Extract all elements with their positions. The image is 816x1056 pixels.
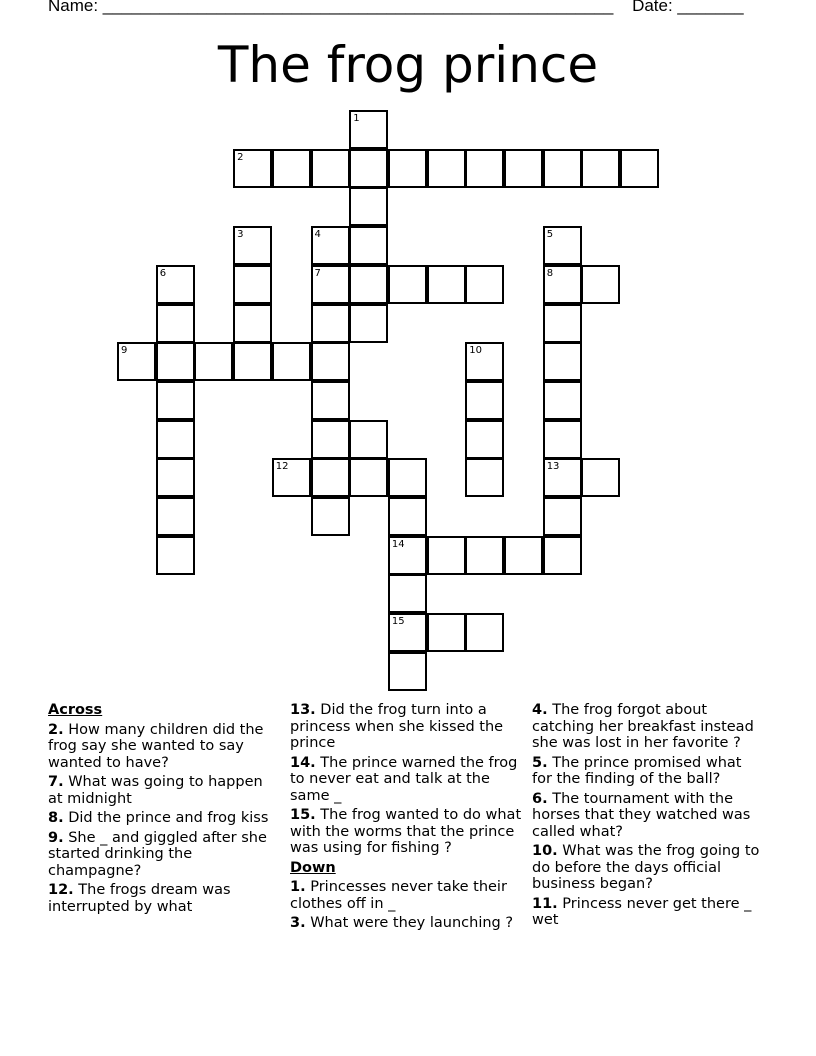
clue-down-1 xyxy=(290,879,522,912)
clue-number: 7. xyxy=(48,774,64,790)
grid-cell[interactable] xyxy=(465,420,504,459)
clue-text: Princess never get there _ wet xyxy=(532,895,752,928)
grid-cell[interactable] xyxy=(156,497,195,536)
grid-cell[interactable] xyxy=(427,613,466,652)
down-heading: Down xyxy=(290,859,336,876)
clue-down-4 xyxy=(532,702,764,752)
clue-number-label: 7 xyxy=(314,267,321,279)
clue-text: The frog forgot about catching her breakfast instead she was lost in her favorite ? xyxy=(532,702,754,751)
across-heading: Across xyxy=(48,702,103,718)
grid-cell[interactable] xyxy=(349,187,388,226)
grid-cell[interactable] xyxy=(465,342,504,381)
grid-cell[interactable] xyxy=(311,342,350,381)
grid-cell[interactable] xyxy=(465,458,504,497)
grid-cell[interactable] xyxy=(156,304,195,343)
clue-number-label: 1 xyxy=(353,113,360,124)
grid-cell[interactable] xyxy=(311,149,350,188)
grid-cell[interactable] xyxy=(156,458,195,497)
grid-cell[interactable] xyxy=(233,265,272,304)
grid-cell[interactable] xyxy=(388,613,427,652)
clue-number-label: 13 xyxy=(546,461,560,473)
grid-cell[interactable] xyxy=(427,536,466,575)
grid-cell[interactable] xyxy=(543,536,582,575)
grid-cell[interactable] xyxy=(349,304,388,343)
clue-across-14 xyxy=(290,755,522,805)
grid-cell[interactable] xyxy=(156,342,195,381)
clue-down-10 xyxy=(532,843,764,893)
clue-column-2 xyxy=(290,702,522,935)
grid-cell[interactable] xyxy=(233,342,272,381)
clue-number: 12. xyxy=(48,882,74,898)
clue-number: 14. xyxy=(290,754,316,771)
clue-number-label: 14 xyxy=(391,538,405,550)
grid-cell[interactable] xyxy=(311,458,350,497)
grid-cell[interactable] xyxy=(543,226,582,265)
clue-number: 10. xyxy=(532,843,558,859)
clue-number: 9. xyxy=(48,829,64,846)
grid-cell[interactable] xyxy=(543,420,582,459)
clue-across-9 xyxy=(48,830,280,880)
clue-number: 6. xyxy=(532,790,548,807)
grid-cell[interactable] xyxy=(388,536,427,575)
grid-cell[interactable] xyxy=(349,265,388,304)
clue-number: 11. xyxy=(532,895,558,912)
clue-number-label: 8 xyxy=(546,267,554,279)
grid-cell[interactable] xyxy=(233,149,272,188)
grid-cell[interactable] xyxy=(272,149,311,188)
grid-cell[interactable] xyxy=(349,226,388,265)
grid-cell[interactable] xyxy=(543,381,582,420)
clue-text: The frogs dream was interrupted by what xyxy=(48,882,231,915)
clue-number-label: 6 xyxy=(159,267,167,279)
clue-text: What were they launching ? xyxy=(310,915,514,931)
grid-cell[interactable] xyxy=(156,381,195,420)
clue-text: The prince warned the frog to never eat and talk at the same _ xyxy=(290,754,518,804)
clue-text: The tournament with the horses that they watched was called what? xyxy=(532,790,751,840)
clue-number-label: 9 xyxy=(121,345,128,357)
grid-cell[interactable] xyxy=(311,226,350,265)
grid-cell[interactable] xyxy=(311,420,350,459)
clue-column-3 xyxy=(532,702,764,932)
grid-cell[interactable] xyxy=(349,149,388,188)
clue-number-label: 2 xyxy=(237,151,244,163)
clue-number: 8. xyxy=(48,810,64,826)
clue-number-label: 10 xyxy=(469,345,483,357)
grid-cell[interactable] xyxy=(581,265,620,304)
clue-text: What was the frog going to do before the days official business began? xyxy=(532,843,760,892)
grid-cell[interactable] xyxy=(349,420,388,459)
grid-cell[interactable] xyxy=(311,304,350,343)
grid-cell[interactable] xyxy=(117,342,156,381)
clue-text: What was going to happen at midnight xyxy=(48,774,263,807)
clue-column-1 xyxy=(48,702,280,918)
grid-cell[interactable] xyxy=(388,574,427,613)
grid-cell[interactable] xyxy=(581,149,620,188)
clue-text: She _ and giggled after she started drinking the champagne? xyxy=(48,829,267,879)
grid-cell[interactable] xyxy=(543,265,582,304)
clue-across-12 xyxy=(48,882,280,915)
clue-text: Did the prince and frog kiss xyxy=(68,810,269,826)
clue-number: 15. xyxy=(290,807,316,823)
clue-number-label: 3 xyxy=(237,229,244,241)
grid-cell[interactable] xyxy=(543,497,582,536)
grid-cell[interactable] xyxy=(272,342,311,381)
grid-cell[interactable] xyxy=(311,265,350,304)
grid-cell[interactable] xyxy=(349,110,388,149)
grid-cell[interactable] xyxy=(156,265,195,304)
grid-cell[interactable] xyxy=(388,149,427,188)
clue-down-11 xyxy=(532,896,764,929)
grid-cell[interactable] xyxy=(543,458,582,497)
grid-cell[interactable] xyxy=(156,420,195,459)
clue-number: 4. xyxy=(532,702,548,718)
clue-number: 1. xyxy=(290,879,306,895)
grid-cell[interactable] xyxy=(581,458,620,497)
grid-cell[interactable] xyxy=(543,149,582,188)
clue-number: 2. xyxy=(48,721,64,738)
grid-cell[interactable] xyxy=(233,304,272,343)
clue-number: 3. xyxy=(290,915,306,931)
clue-down-3 xyxy=(290,915,522,932)
clue-text: Did the frog turn into a princess when she kissed the prince xyxy=(290,702,504,751)
grid-cell[interactable] xyxy=(388,497,427,536)
grid-cell[interactable] xyxy=(465,536,504,575)
clue-text: How many children did the frog say she wanted to say wanted to have? xyxy=(48,721,264,771)
grid-cell[interactable] xyxy=(543,304,582,343)
grid-cell[interactable] xyxy=(388,265,427,304)
grid-cell[interactable] xyxy=(233,226,272,265)
date-label: Date: _______ xyxy=(632,0,744,15)
grid-cell[interactable] xyxy=(427,149,466,188)
grid-cell[interactable] xyxy=(465,613,504,652)
clue-number-label: 5 xyxy=(546,229,554,241)
clue-across-15 xyxy=(290,807,522,857)
grid-cell[interactable] xyxy=(311,381,350,420)
clue-number: 13. xyxy=(290,702,316,718)
clue-down-5 xyxy=(532,755,764,788)
clue-across-13 xyxy=(290,702,522,752)
grid-cell[interactable] xyxy=(349,458,388,497)
grid-cell[interactable] xyxy=(272,458,311,497)
grid-cell[interactable] xyxy=(427,265,466,304)
clue-number-label: 4 xyxy=(314,229,321,241)
grid-cell[interactable] xyxy=(504,536,543,575)
clue-text: The prince promised what for the finding of the ball? xyxy=(532,754,742,787)
grid-cell[interactable] xyxy=(388,652,427,691)
grid-cell[interactable] xyxy=(543,342,582,381)
grid-cell[interactable] xyxy=(156,536,195,575)
grid-cell[interactable] xyxy=(504,149,543,188)
grid-cell[interactable] xyxy=(465,381,504,420)
grid-cell[interactable] xyxy=(194,342,233,381)
name-label: Name: ______________________________________________________ xyxy=(48,0,614,15)
grid-cell[interactable] xyxy=(620,149,659,188)
grid-cell[interactable] xyxy=(388,458,427,497)
clue-text: Princesses never take their clothes off in _ xyxy=(290,879,507,912)
page-title: The frog prince xyxy=(217,36,599,94)
grid-cell[interactable] xyxy=(311,497,350,536)
clue-number-label: 15 xyxy=(391,616,405,628)
clue-across-7 xyxy=(48,774,280,807)
clue-across-8 xyxy=(48,810,280,827)
grid-cell[interactable] xyxy=(465,265,504,304)
clue-number: 5. xyxy=(532,754,548,771)
clue-down-6 xyxy=(532,791,764,841)
grid-cell[interactable] xyxy=(465,149,504,188)
clue-across-2 xyxy=(48,722,280,772)
clue-text: The frog wanted to do what with the worms that the prince was using for fishing ? xyxy=(290,807,522,856)
clue-number-label: 12 xyxy=(275,461,289,473)
